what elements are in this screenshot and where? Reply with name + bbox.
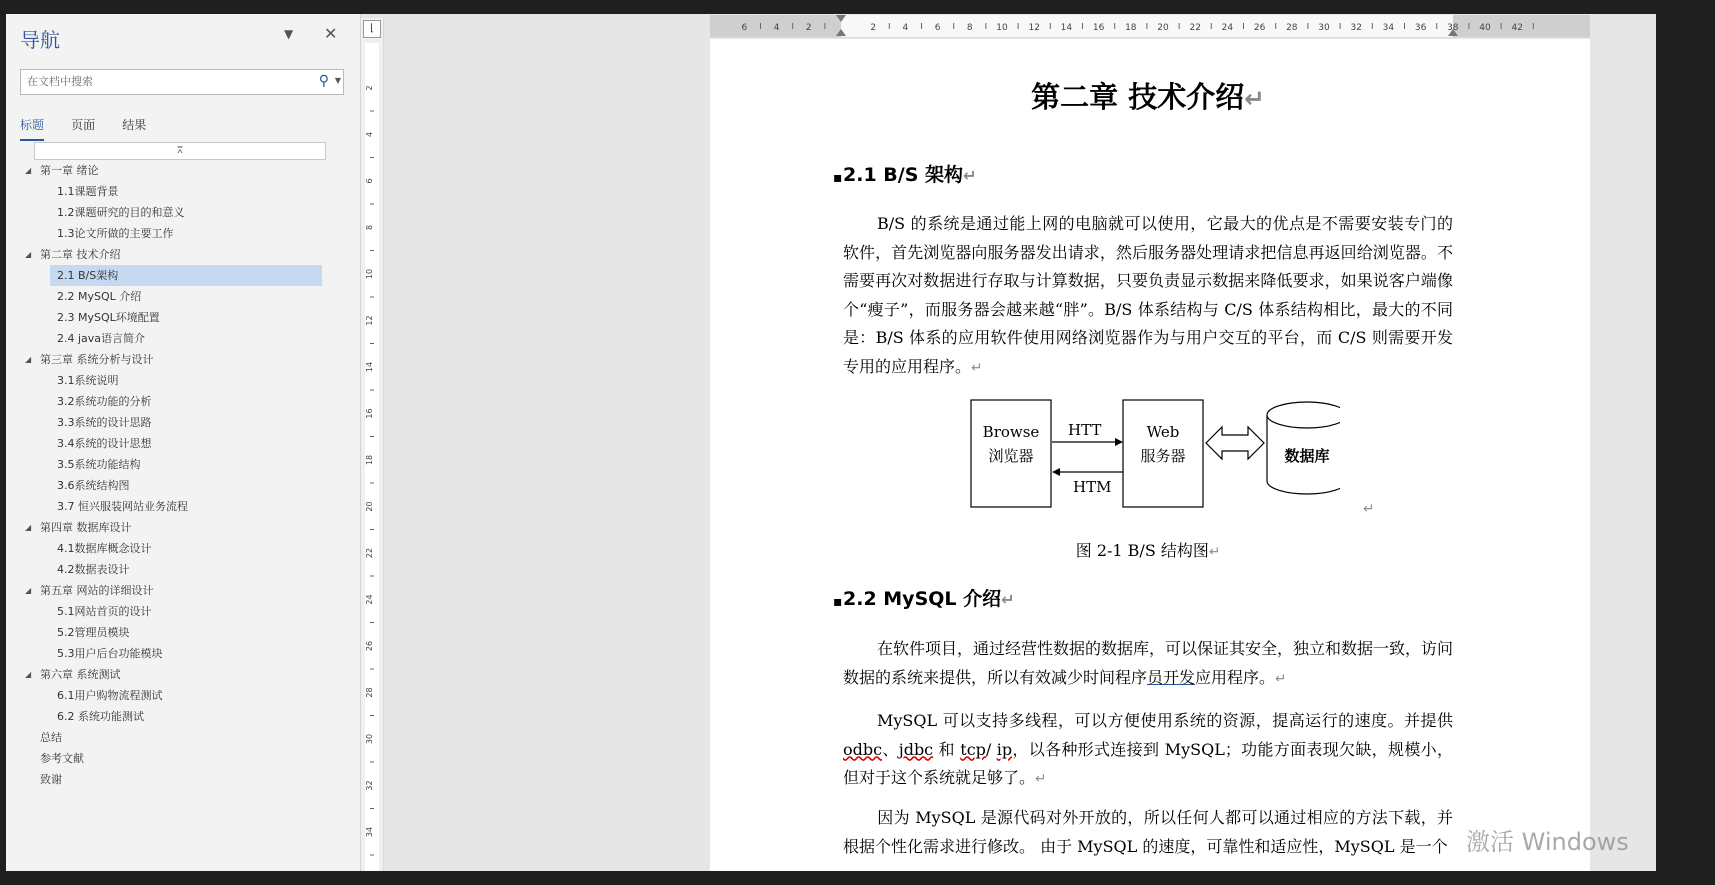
paragraph-mysql-3 [843, 804, 1453, 861]
nav-heading-label: 参考文献 [40, 752, 84, 765]
search-icon[interactable]: ⚲ [318, 73, 329, 89]
nav-heading-item[interactable] [18, 580, 328, 601]
grammar-underlined-text[interactable]: 员开发 [1147, 667, 1196, 687]
section-heading-1 [833, 160, 977, 187]
ruler-label: 26 [365, 640, 374, 652]
ruler-label: 32 [1350, 23, 1362, 33]
nav-heading-label: 第四章 数据库设计 [40, 521, 132, 534]
ruler-label: 40 [1479, 23, 1491, 33]
ruler-label: 12 [1028, 23, 1040, 33]
chapter-heading [843, 75, 1453, 116]
nav-heading-item[interactable] [18, 244, 328, 265]
nav-heading-item[interactable] [18, 517, 328, 538]
tab-headings[interactable]: 标题 [20, 116, 44, 141]
chapter-title: 第二章 技术介绍 [1031, 80, 1245, 114]
nav-heading-item[interactable] [18, 328, 328, 349]
nav-heading-item[interactable] [18, 433, 328, 454]
ruler-label: 16 [1092, 23, 1105, 33]
web-server-label-cn: 服务器 [1140, 447, 1186, 465]
ruler-label: 4 [365, 131, 374, 138]
ruler-label: 2 [365, 85, 374, 91]
ruler-label: 20 [365, 501, 374, 512]
bs-architecture-diagram [970, 399, 1340, 511]
paragraph-text: B/S 的系统是通过能上网的电脑就可以使用，它最大的优点是不需要安装专门的软件，首先浏览器向服务器发出请求，然后服务器处理请求把信息再返回给浏览器。不需要再次对数据进行存取与计算数据，只要负责显示数据来降低要求，如果说客户端像个“瘦子”，而服务器会越来越“胖”。B/S 体系结构与 C/S 体系结构相比，最大的不同是：B/S 体系的应用软件使用网络浏览器作为与用户交互的平台，而 C/S 则需要开发专用的应用程序。 [843, 214, 1453, 376]
paragraph-text: ，以各种形式连接到 MySQL；功能方面表现欠缺，规模小，但对于这个系统就足够了。 [843, 739, 1453, 788]
nav-heading-item[interactable] [18, 685, 328, 706]
nav-heading-item[interactable] [18, 349, 328, 370]
nav-heading-label: 4.1数据库概念设计 [57, 542, 152, 555]
nav-heading-item[interactable] [18, 307, 328, 328]
ruler-label: 16 [365, 408, 374, 419]
paragraph-mark: ↵ [1208, 544, 1221, 560]
nav-heading-label: 3.7 恒兴服装网站业务流程 [57, 500, 188, 513]
hanging-indent-marker[interactable] [836, 29, 846, 36]
ruler-label: 36 [1414, 23, 1427, 33]
browser-label-en: Browse [982, 423, 1040, 441]
nav-heading-label: 5.1网站首页的设计 [57, 605, 152, 618]
nav-heading-item[interactable] [18, 370, 328, 391]
collapse-triangle-icon[interactable]: ◢ [25, 670, 32, 679]
ruler-label: 2 [805, 23, 812, 33]
activate-windows-watermark: 激活 Windows [1466, 828, 1629, 856]
nav-heading-label: 4.2数据表设计 [57, 563, 130, 576]
paragraph-mysql-1 [843, 635, 1453, 693]
nav-heading-item[interactable] [18, 622, 328, 643]
nav-heading-label: 2.2 MySQL 介绍 [57, 290, 142, 303]
ruler-label: 4 [773, 23, 780, 33]
nav-heading-label: 3.4系统的设计思想 [57, 437, 152, 450]
paragraph-mysql-2 [843, 707, 1453, 794]
search-input[interactable] [21, 71, 313, 93]
ruler-label: 14 [1060, 23, 1073, 33]
paragraph-mark: ↵ [1275, 670, 1287, 687]
collapse-triangle-icon[interactable]: ◢ [25, 523, 32, 532]
ruler-label: 38 [1447, 23, 1459, 33]
nav-heading-item[interactable] [18, 769, 328, 790]
collapse-triangle-icon[interactable]: ◢ [25, 250, 32, 259]
word-window [6, 14, 1656, 871]
navigation-pane [6, 14, 357, 871]
right-indent-marker[interactable] [1448, 29, 1458, 36]
ruler-label: 14 [365, 361, 374, 373]
spelling-error-word[interactable]: odbc [843, 739, 883, 759]
nav-heading-item[interactable] [18, 559, 328, 580]
nav-heading-label: 1.2课题研究的目的和意义 [57, 206, 185, 219]
nav-heading-label: 致谢 [40, 773, 62, 786]
section-title-2: 2.2 MySQL 介绍 [843, 588, 1002, 610]
ruler-label: 8 [966, 23, 973, 33]
section-heading-2 [833, 584, 1015, 611]
nav-heading-item[interactable] [18, 727, 328, 748]
ruler-label: 30 [1318, 23, 1330, 33]
ruler-label: 26 [1253, 23, 1266, 33]
ruler-label: 2 [870, 23, 877, 33]
document-page[interactable] [710, 39, 1590, 871]
heading-bullet: ▪ [833, 594, 843, 610]
ruler-label: 12 [365, 315, 374, 326]
response-arrowhead-icon [1052, 468, 1060, 476]
search-box [20, 69, 344, 95]
nav-heading-label: 6.1用户购物流程测试 [57, 689, 163, 702]
nav-tabs [20, 114, 168, 140]
nav-heading-label: 3.1系统说明 [57, 374, 119, 387]
arrow-top-label: HTT [1068, 421, 1102, 439]
nav-heading-label: 2.1 B/S架构 [57, 269, 119, 282]
nav-heading-item[interactable] [18, 601, 328, 622]
ruler-label: 34 [1382, 23, 1395, 33]
nav-heading-label: 2.3 MySQL环境配置 [57, 311, 160, 324]
collapse-triangle-icon[interactable]: ◢ [25, 586, 32, 595]
ruler-label: 22 [365, 547, 374, 559]
tab-results[interactable]: 结果 [122, 118, 147, 132]
vertical-ruler-strip [365, 43, 379, 871]
ruler-label: 24 [1221, 23, 1234, 33]
database-label: 数据库 [1284, 447, 1330, 465]
nav-heading-item[interactable] [18, 496, 328, 517]
ruler-label: 6 [934, 23, 941, 33]
ruler-label: 18 [365, 454, 374, 466]
figure-caption-text: 图 2-1 B/S 结构图 [1075, 541, 1209, 560]
spelling-error-word[interactable]: ip [996, 739, 1013, 759]
collapse-triangle-icon[interactable]: ◢ [25, 355, 32, 364]
nav-heading-label: 总结 [40, 731, 62, 744]
ruler-label: 28 [365, 687, 374, 698]
paragraph-mark: ↵ [1035, 771, 1047, 788]
spelling-error-word[interactable]: jdbc [898, 739, 934, 759]
collapse-triangle-icon[interactable]: ◢ [25, 166, 32, 175]
ruler-label: 10 [365, 268, 374, 280]
vertical-ruler [361, 18, 384, 871]
double-arrow-icon [1206, 427, 1264, 459]
nav-heading-label: 1.3论文所做的主要工作 [57, 227, 174, 240]
ruler-label: 32 [365, 780, 374, 791]
ruler-label: 42 [1511, 23, 1523, 33]
nav-heading-item[interactable] [18, 643, 328, 664]
nav-heading-item[interactable] [18, 748, 328, 769]
nav-heading-label: 3.5系统功能结构 [57, 458, 141, 471]
nav-heading-label: 3.3系统的设计思路 [57, 416, 152, 429]
ruler-label: 8 [365, 224, 374, 231]
arrow-bottom-label: HTM [1073, 478, 1112, 496]
nav-heading-item[interactable] [18, 223, 328, 244]
nav-heading-label: 第一章 绪论 [40, 164, 99, 177]
nav-heading-label: 1.1课题背景 [57, 185, 119, 198]
web-server-label-en: Web [1146, 423, 1180, 441]
nav-heading-item[interactable] [18, 391, 328, 412]
heading-tree [18, 160, 328, 790]
paragraph-bs [843, 210, 1453, 383]
tab-selector-icon[interactable]: ⌊ [363, 20, 381, 38]
nav-heading-label: 第五章 网站的详细设计 [40, 584, 154, 597]
nav-heading-label: 5.2管理员模块 [57, 626, 130, 639]
nav-heading-label: 第六章 系统测试 [40, 668, 121, 681]
ruler-label: 4 [902, 23, 909, 33]
ruler-label: 22 [1189, 23, 1201, 33]
paragraph-text: 和 [933, 739, 961, 759]
paragraph-text: 、 [882, 739, 899, 759]
paragraph-text: MySQL 可以支持多线程，可以方便使用系统的资源，提高运行的速度。并提供 [877, 711, 1453, 730]
nav-heading-label: 6.2 系统功能测试 [57, 710, 144, 723]
paragraph-mark: ↵ [971, 359, 983, 376]
nav-heading-item[interactable] [18, 475, 328, 496]
ruler-label: 28 [1286, 23, 1298, 33]
nav-heading-item[interactable] [18, 664, 328, 685]
vertical-ruler-ticks [365, 43, 379, 871]
nav-heading-label: 3.6系统结构图 [57, 479, 130, 492]
nav-heading-item[interactable] [18, 412, 328, 433]
nav-heading-item[interactable] [18, 706, 328, 727]
browser-label-cn: 浏览器 [988, 447, 1034, 465]
paragraph-mark: ↵ [1363, 501, 1375, 517]
heading-bullet: ▪ [833, 170, 843, 186]
paragraph-text: 在软件项目，通过经营性数据的数据库，可以保证其安全，独立和数据一致，访问数据的系统来提供，所以有效减少时间程序 [843, 639, 1454, 687]
nav-heading-label: 第三章 系统分析与设计 [40, 353, 154, 366]
paragraph-text: / [985, 739, 997, 759]
figure-caption [843, 538, 1453, 561]
paragraph-mark: ↵ [1001, 590, 1015, 609]
close-icon[interactable]: ✕ [324, 24, 338, 43]
paragraph-text: 因为 MySQL 是源代码对外开放的，所以任何人都可以通过相应的方法下载，并根据个性化需求进行修改。 由于 MySQL 的速度，可靠性和适应性，MySQL 是一个 [843, 808, 1453, 856]
nav-heading-item[interactable] [50, 265, 322, 286]
ruler-label: 18 [1125, 23, 1137, 33]
paragraph-mark: ↵ [1244, 84, 1265, 113]
ruler-label: 24 [365, 594, 374, 605]
nav-heading-item[interactable] [18, 538, 328, 559]
nav-heading-label: 2.4 java语言简介 [57, 332, 146, 345]
ruler-label: 6 [741, 23, 748, 33]
section-title-1: 2.1 B/S 架构 [843, 164, 963, 186]
ruler-label: 10 [996, 23, 1008, 33]
ruler-label: 20 [1157, 23, 1169, 33]
paragraph-mark: ↵ [963, 166, 977, 185]
tab-pages[interactable]: 页面 [71, 118, 96, 132]
nav-heading-item[interactable] [18, 202, 328, 223]
first-line-indent-marker[interactable] [836, 15, 846, 22]
nav-heading-label: 第二章 技术介绍 [40, 248, 121, 261]
search-options-chevron-icon[interactable]: ▼ [334, 76, 341, 85]
nav-pane-title: 导航 [20, 28, 60, 52]
database-cylinder-top [1267, 402, 1340, 428]
ruler-label: 6 [365, 178, 374, 184]
paragraph-text: 应用程序。 [1195, 667, 1276, 687]
nav-heading-item[interactable] [18, 454, 328, 475]
scroll-to-top-button[interactable]: ⩞ [34, 142, 326, 160]
request-arrowhead-icon [1115, 438, 1123, 446]
nav-heading-item[interactable] [18, 181, 328, 202]
nav-heading-item[interactable] [18, 286, 328, 307]
ruler-label: 30 [365, 733, 374, 745]
horizontal-ruler [710, 15, 1590, 38]
nav-heading-label: 5.3用户后台功能模块 [57, 647, 163, 660]
nav-heading-label: 3.2系统功能的分析 [57, 395, 152, 408]
ruler-label: 34 [365, 826, 374, 838]
spelling-error-word[interactable]: tcp [960, 739, 986, 759]
nav-heading-item[interactable] [18, 160, 328, 181]
chevron-down-icon[interactable]: ▼ [284, 27, 294, 41]
